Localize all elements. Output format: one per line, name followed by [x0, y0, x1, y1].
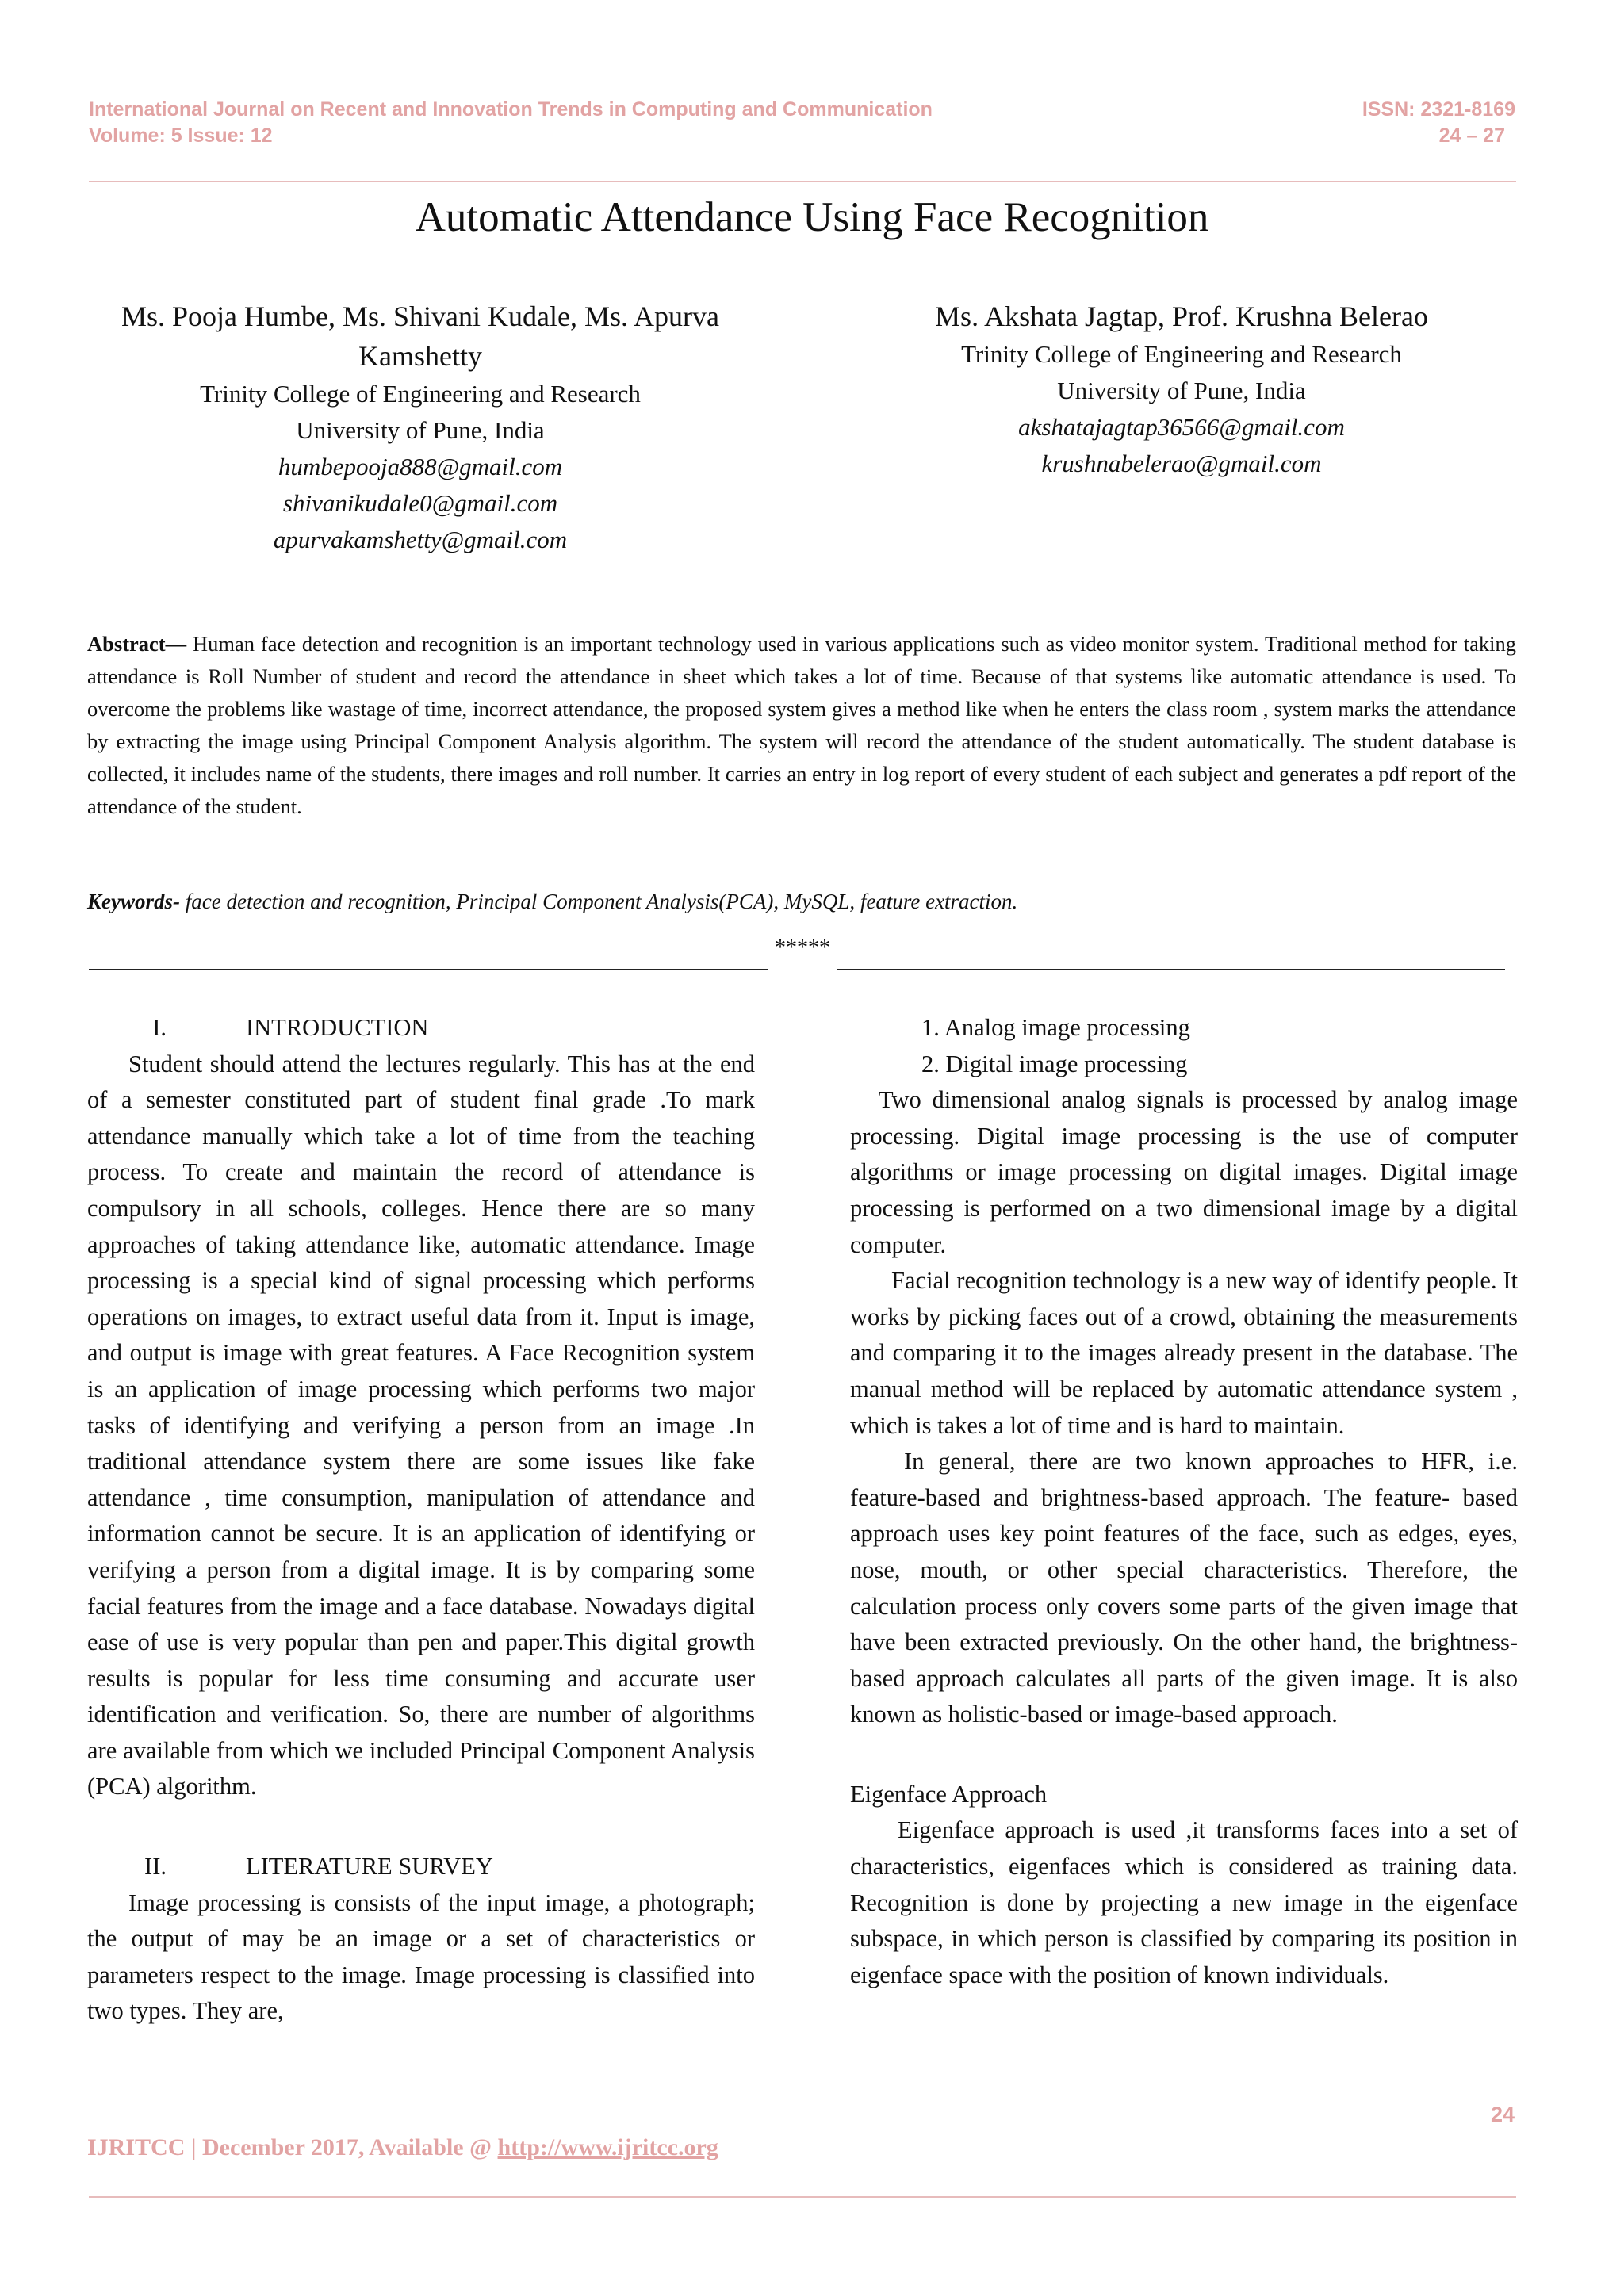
paragraph: Facial recognition technology is a new way of identify people. It works by picking faces out of a crowd, obtaining the measurements and comparing it to the images already present in the database. The manual method will be replaced by automatic attendance system , which is takes a lot of time and is hard to maintain.	[850, 1267, 1518, 1439]
page-number: 24	[1490, 2103, 1515, 2126]
left-column	[87, 1010, 755, 2030]
email-link[interactable]: krushnabelerao@gmail.com	[1041, 450, 1322, 477]
section-heading	[87, 1010, 755, 1047]
separator-line-right	[837, 969, 1505, 970]
section-heading	[87, 1849, 755, 1885]
abstract-label: Abstract	[87, 632, 166, 656]
separator-stars: *****	[775, 936, 830, 960]
affiliation: Trinity College of Engineering and Research	[200, 380, 641, 408]
volume-issue: Volume: 5 Issue: 12	[89, 124, 273, 147]
footer-link[interactable]: http://www.ijritcc.org	[497, 2134, 718, 2160]
email-link[interactable]: akshatajagtap36566@gmail.com	[1018, 413, 1345, 441]
author-names: Ms. Akshata Jagtap, Prof. Krushna Belerao	[935, 300, 1428, 332]
separator-line-left	[89, 969, 768, 970]
email-link[interactable]: humbepooja888@gmail.com	[278, 453, 563, 480]
list-item: 1. Analog image processing	[921, 1014, 1190, 1041]
footer-rule	[89, 2196, 1516, 2198]
email-link[interactable]: apurvakamshetty@gmail.com	[273, 526, 568, 553]
keywords-text: face detection and recognition, Principal Component Analysis(PCA), MySQL, feature extraction.	[180, 890, 1018, 913]
keywords-label: Keywords-	[87, 890, 180, 913]
paragraph: Eigenface approach is used ,it transforms faces into a set of characteristics, eigenfaces which is considered as training data. Recognition is done by projecting a new image in the eigenface subspace, in which person is classified by comparing its position in eigenface space with the position of known individuals.	[850, 1816, 1518, 1988]
paragraph: Image processing is consists of the input image, a photograph; the output of may be an image or a set of characteristics or parameters respect to the image. Image processing is classified into two types. They are,	[87, 1888, 755, 2025]
affiliation: Trinity College of Engineering and Research	[961, 340, 1402, 368]
university: University of Pune, India	[1057, 377, 1306, 404]
paper-title: Automatic Attendance Using Face Recognition	[415, 194, 1209, 240]
footer	[87, 2134, 718, 2161]
issn: ISSN: 2321-8169	[1362, 98, 1515, 121]
journal-name: International Journal on Recent and Innovation Trends in Computing and Communication	[89, 98, 933, 121]
abstract-dash: —	[165, 632, 193, 656]
page-range: 24 – 27	[1438, 124, 1505, 147]
section-title: LITERATURE SURVEY	[246, 1853, 493, 1881]
keywords	[87, 890, 1017, 914]
section-number: I.	[152, 1014, 167, 1041]
author-names: Ms. Pooja Humbe, Ms. Shivani Kudale, Ms. Apurva	[121, 300, 719, 332]
email-link[interactable]: shivanikudale0@gmail.com	[282, 489, 558, 517]
abstract	[87, 628, 1516, 823]
university: University of Pune, India	[296, 416, 545, 444]
paragraph: In general, there are two known approaches to HFR, i.e. feature-based and brightness-based approach. The feature- based approach uses key point features of the face, such as edges, eyes, nose, mouth, or other special characteristics. Therefore, the calculation process only covers some parts of the given image that have been extracted previously. On the other hand, the brightness-based approach calculates all parts of the given image. It is also known as holistic-based or image-based approach.	[850, 1448, 1518, 1728]
paragraph: Student should attend the lectures regularly. This has at the end of a semester constituted part of student final grade .To mark attendance manually which take a lot of time from the teaching process. To create and maintain the record of attendance is compulsory in all schools, colleges. Hence there are so many approaches of taking attendance like, automatic attendance. Image processing is a special kind of signal processing which performs operations on images, to extract useful data from it. Input is image, and output is image with great features. A Face Recognition system is an application of image processing which performs two major tasks of identifying and verifying a person from an image .In traditional attendance system there are some issues like fake attendance , time consumption, manipulation of attendance and information cannot be secure. It is an application of identifying or verifying a person from a digital image. It is by comparing some facial features from the image and a face database. Nowadays digital ease of use is very popular than pen and paper.This digital growth results is popular for less time consuming and accurate user identification and verification. So, there are number of algorithms are available from which we included Principal Component Analysis (PCA) algorithm.	[87, 1050, 755, 1800]
paragraph: Two dimensional analog signals is processed by analog image processing. Digital image processing is the use of computer algorithms or image processing on digital images. Digital image processing is performed on a two dimensional image by a digital computer.	[850, 1086, 1518, 1258]
section-title: INTRODUCTION	[246, 1014, 429, 1041]
section-number: II.	[144, 1853, 167, 1881]
header-rule	[89, 181, 1516, 182]
authors-right	[848, 297, 1515, 482]
subsection-heading: Eigenface Approach	[850, 1780, 1048, 1808]
list-item: 2. Digital image processing	[921, 1050, 1188, 1077]
abstract-text: Human face detection and recognition is an important technology used in various applications such as video monitor system. Traditional method for taking attendance is Roll Number of student and record the attendance in sheet which takes a lot of time. Because of that systems like automatic attendance is used. To overcome the problems like wastage of time, incorrect attendance, the proposed system gives a method like when he enters the class room , system marks the attendance by extracting the image using Principal Component Analysis algorithm. The system will record the attendance of the student automatically. The student database is collected, it includes name of the students, there images and roll number. It carries an entry in log report of every student of each subject and generates a pdf report of the attendance of the student.	[87, 632, 1517, 818]
author-names-cont: Kamshetty	[358, 340, 482, 372]
right-column	[850, 1010, 1518, 1993]
footer-text: IJRITCC | December 2017, Available @	[87, 2134, 498, 2160]
authors-left	[87, 297, 753, 558]
